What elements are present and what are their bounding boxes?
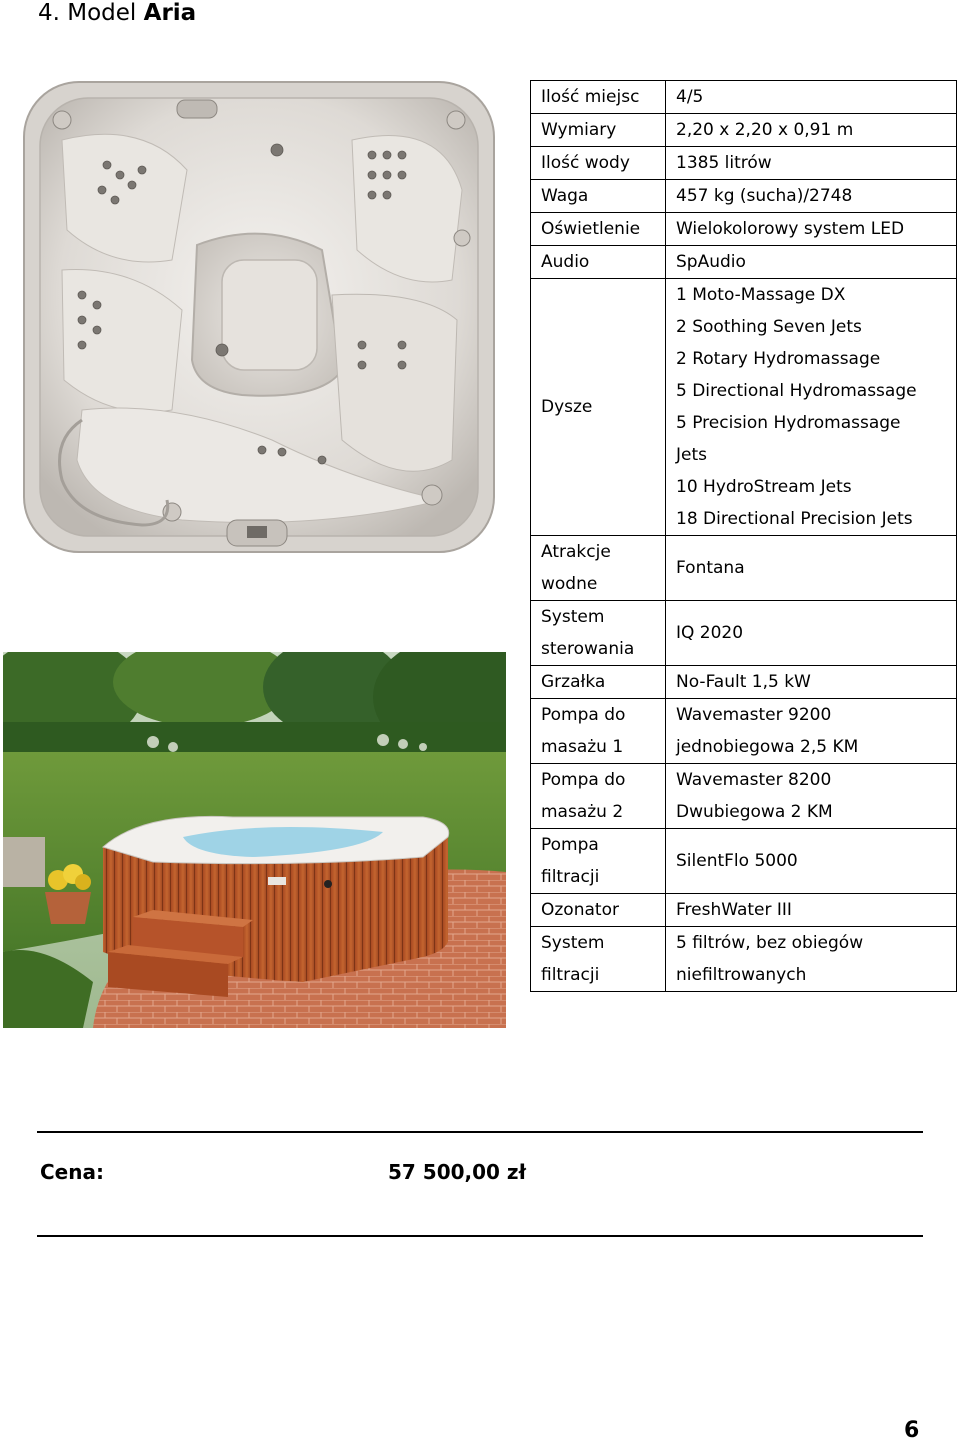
spec-value: 1 Moto-Massage DX: [676, 285, 846, 305]
spec-label: Pompa: [541, 835, 599, 855]
spec-value: SilentFlo 5000: [676, 851, 798, 871]
spec-value-cell: [666, 81, 957, 114]
spec-value: Dwubiegowa 2 KM: [676, 802, 833, 822]
spec-row: [531, 279, 957, 536]
spec-label-cell: [531, 147, 666, 180]
spec-label-cell: [531, 279, 666, 536]
spec-row: [531, 81, 957, 114]
spec-value-cell: [666, 180, 957, 213]
spec-value: 1385 litrów: [676, 153, 772, 173]
spec-label: Ilość miejsc: [541, 87, 640, 107]
spec-label-cell: [531, 81, 666, 114]
spec-value: Jets: [676, 445, 707, 465]
spec-value-cell: [666, 601, 957, 666]
spec-label: Ilość wody: [541, 153, 630, 173]
spec-label: masażu 1: [541, 737, 624, 757]
spec-label: Atrakcje: [541, 542, 611, 562]
spec-value: 5 Precision Hydromassage: [676, 413, 901, 433]
spec-label: System: [541, 607, 605, 627]
spec-label: Ozonator: [541, 900, 619, 920]
spec-value: niefiltrowanych: [676, 965, 807, 985]
spec-label: filtracji: [541, 965, 600, 985]
spec-value-cell: [666, 699, 957, 764]
spec-value: FreshWater III: [676, 900, 792, 920]
spec-row: [531, 213, 957, 246]
spec-label-cell: [531, 927, 666, 992]
heading-prefix: Model: [67, 0, 137, 26]
heading-number: 4.: [38, 0, 60, 26]
spec-value: 18 Directional Precision Jets: [676, 509, 913, 529]
spec-value: 10 HydroStream Jets: [676, 477, 852, 497]
price-bottom-rule: [37, 1235, 923, 1237]
spec-label: Pompa do: [541, 770, 626, 790]
spec-row: [531, 699, 957, 764]
spec-value: Wavemaster 9200: [676, 705, 832, 725]
spec-value-cell: [666, 147, 957, 180]
spec-row: [531, 180, 957, 213]
spec-row: [531, 601, 957, 666]
spec-row: [531, 666, 957, 699]
spec-label-cell: [531, 764, 666, 829]
spec-label: Waga: [541, 186, 589, 206]
spec-label: Audio: [541, 252, 590, 272]
spec-label-cell: [531, 894, 666, 927]
page-heading: [38, 0, 196, 26]
spec-label-cell: [531, 666, 666, 699]
spec-value-cell: [666, 927, 957, 992]
spec-value-cell: [666, 829, 957, 894]
spec-value: 2,20 x 2,20 x 0,91 m: [676, 120, 854, 140]
spec-row: [531, 114, 957, 147]
spec-label-cell: [531, 246, 666, 279]
spec-label-cell: [531, 213, 666, 246]
spec-value: 2 Rotary Hydromassage: [676, 349, 881, 369]
spec-value: SpAudio: [676, 252, 746, 272]
spec-value-cell: [666, 114, 957, 147]
heading-model-name: Aria: [143, 0, 197, 26]
spec-row: [531, 927, 957, 992]
spec-value: 2 Soothing Seven Jets: [676, 317, 862, 337]
spec-label-cell: [531, 536, 666, 601]
spec-row: [531, 764, 957, 829]
spec-value: 4/5: [676, 87, 704, 107]
spec-label: masażu 2: [541, 802, 624, 822]
spec-row: [531, 147, 957, 180]
spec-label: System: [541, 933, 605, 953]
spec-value: 5 Directional Hydromassage: [676, 381, 917, 401]
spec-value-cell: [666, 279, 957, 536]
spec-value: jednobiegowa 2,5 KM: [676, 737, 859, 757]
price-value: 57 500,00 zł: [388, 1160, 526, 1184]
spec-label: Dysze: [541, 397, 593, 417]
spec-value: Fontana: [676, 558, 745, 578]
spec-row: [531, 536, 957, 601]
spec-value: Wavemaster 8200: [676, 770, 832, 790]
spec-label-cell: [531, 829, 666, 894]
spec-value-cell: [666, 666, 957, 699]
spec-value: Wielokolorowy system LED: [676, 219, 905, 239]
spec-value-cell: [666, 764, 957, 829]
spec-label: Grzałka: [541, 672, 606, 692]
spec-label: sterowania: [541, 639, 635, 659]
spec-value: No-Fault 1,5 kW: [676, 672, 811, 692]
spec-value: 457 kg (sucha)/2748: [676, 186, 853, 206]
spec-label: filtracji: [541, 867, 600, 887]
spec-label: Wymiary: [541, 120, 617, 140]
price-top-rule: [37, 1131, 923, 1133]
spec-row: [531, 894, 957, 927]
spec-label-cell: [531, 180, 666, 213]
spec-row: [531, 246, 957, 279]
spec-value-cell: [666, 894, 957, 927]
spec-value-cell: [666, 536, 957, 601]
price-label: Cena:: [40, 1160, 104, 1184]
spec-label: Pompa do: [541, 705, 626, 725]
spec-table: [530, 80, 957, 992]
spec-label-cell: [531, 699, 666, 764]
spec-value: 5 filtrów, bez obiegów: [676, 933, 864, 953]
spec-label-cell: [531, 601, 666, 666]
spa-garden-photo: [3, 652, 506, 1028]
spec-table-body: [531, 81, 957, 992]
spec-value-cell: [666, 246, 957, 279]
spec-label-cell: [531, 114, 666, 147]
spec-value: IQ 2020: [676, 623, 744, 643]
spec-label: wodne: [541, 574, 598, 594]
page-number: 6: [904, 1418, 920, 1443]
spec-label: Oświetlenie: [541, 219, 641, 239]
spec-value-cell: [666, 213, 957, 246]
spec-row: [531, 829, 957, 894]
spa-top-view-image: [22, 80, 496, 554]
